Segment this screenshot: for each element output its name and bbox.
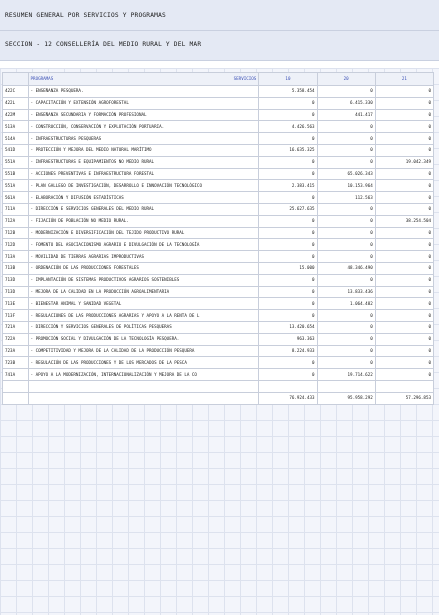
row-description: - MOVILIDAD DE TIERRAS AGRARIAS IMPRODUCTIVAS [28, 251, 259, 263]
row-value-20: 0 [317, 121, 375, 133]
row-value-10: 0 [259, 156, 317, 168]
table-row [3, 286, 434, 298]
row-code: 551A [3, 156, 29, 168]
row-description: - ENSEÑANZA PESQUERA. [28, 86, 259, 98]
row-value-20: 19.714.622 [317, 369, 375, 381]
row-value-10: 15.000 [259, 262, 317, 274]
row-description: - PROTECCIÓN Y MEJORA DEL MEDIO NATURAL MARÍTIMO [28, 144, 259, 156]
row-value-20: 13.833.436 [317, 286, 375, 298]
row-value-21: 0 [375, 310, 433, 322]
row-description: - ENSEÑANZA SECUNDARIA Y FORMACIÓN PROFESIONAL [28, 109, 259, 121]
row-value-20: 0 [317, 321, 375, 333]
row-value-21: 0 [375, 357, 433, 369]
row-code: 422C [3, 86, 29, 98]
row-value-10: 8.224.933 [259, 345, 317, 357]
row-value-21: 0 [375, 97, 433, 109]
row-value-10: 0 [259, 310, 317, 322]
row-value-10: 0 [259, 215, 317, 227]
table-row [3, 121, 434, 133]
row-description: - ELABORACIÓN Y DIFUSIÓN ESTADÍSTICAS [28, 192, 259, 204]
row-description: - COMPETITIVIDAD Y MEJORA DE LA CALIDAD DE LA PRODUCCIÓN PESQUERA [28, 345, 259, 357]
table-row [3, 357, 434, 369]
row-value-10: 0 [259, 168, 317, 180]
row-value-21: 19.042.349 [375, 156, 433, 168]
row-code: 711A [3, 203, 29, 215]
total-col-20: 95.958.292 [317, 392, 375, 404]
table-row [3, 156, 434, 168]
table-row [3, 274, 434, 286]
row-value-10: 0 [259, 97, 317, 109]
row-code: 561A [3, 192, 29, 204]
row-code: 422M [3, 109, 29, 121]
row-value-21: 0 [375, 298, 433, 310]
table-row [3, 180, 434, 192]
row-description: - ORDENACIÓN DE LAS PRODUCCIONES FORESTALES [28, 262, 259, 274]
table-row [3, 310, 434, 322]
row-value-21: 0 [375, 109, 433, 121]
row-value-21: 0 [375, 369, 433, 381]
row-value-20: 0 [317, 345, 375, 357]
row-value-21: 0 [375, 133, 433, 145]
header-servicios: SERVICIOS [233, 76, 257, 81]
table-row [3, 345, 434, 357]
header-code-blank [3, 73, 29, 86]
row-description: - APOYO A LA MODERNIZACIÓN, INTERNACIONALIZACIÓN Y MEJORA DE LA CO [28, 369, 259, 381]
table-row [3, 144, 434, 156]
row-value-21: 0 [375, 321, 433, 333]
row-code: 723A [3, 345, 29, 357]
table-row [3, 203, 434, 215]
row-value-10: 5.358.454 [259, 86, 317, 98]
table-row [3, 321, 434, 333]
table-row [3, 262, 434, 274]
row-code: 551A [3, 180, 29, 192]
total-col-10: 76.924.433 [259, 392, 317, 404]
header-col-20: 20 [317, 73, 375, 86]
row-code: 514A [3, 133, 29, 145]
row-value-20: 10.153.964 [317, 180, 375, 192]
row-value-20: 6.415.330 [317, 97, 375, 109]
blank-row [3, 380, 434, 392]
row-value-20: 441.417 [317, 109, 375, 121]
table-row [3, 109, 434, 121]
row-code: 712D [3, 239, 29, 251]
row-value-21: 0 [375, 227, 433, 239]
row-code: 713E [3, 298, 29, 310]
report-header [0, 0, 439, 61]
row-code: 422L [3, 97, 29, 109]
row-description: - REGULACIÓN DE LAS PRODUCCIONES Y DE LOS MERCADOS DE LA PESCA [28, 357, 259, 369]
row-code: 712B [3, 227, 29, 239]
row-value-20: 0 [317, 86, 375, 98]
row-description: - FOMENTO DEL ASOCIACIONISMO AGRARIO E DIVULGACIÓN DE LA TECNOLOGÍA [28, 239, 259, 251]
row-value-10: 0 [259, 274, 317, 286]
row-value-20: 0 [317, 239, 375, 251]
totals-row [3, 392, 434, 404]
row-value-10: 0 [259, 227, 317, 239]
row-value-10: 0 [259, 251, 317, 263]
row-code: 712A [3, 215, 29, 227]
row-description: - DIRECCIÓN Y SERVICIOS GENERALES DE POLÍTICAS PESQUERAS [28, 321, 259, 333]
row-code: 713D [3, 286, 29, 298]
row-value-20: 0 [317, 156, 375, 168]
row-value-21: 0 [375, 262, 433, 274]
row-description: - REGULACIONES DE LAS PRODUCCIONES AGRARIAS Y APOYO A LA RENTA DE L [28, 310, 259, 322]
row-value-20: 0 [317, 133, 375, 145]
header-col-10: 10 [259, 73, 317, 86]
row-value-20: 0 [317, 357, 375, 369]
row-code: 741A [3, 369, 29, 381]
table-row [3, 298, 434, 310]
header-programas-servicios [28, 73, 259, 86]
row-value-10: 0 [259, 369, 317, 381]
row-value-20: 0 [317, 227, 375, 239]
totals-code [3, 392, 29, 404]
row-code: 723B [3, 357, 29, 369]
row-code: 721A [3, 321, 29, 333]
row-value-10: 0 [259, 239, 317, 251]
total-col-21: 57.296.853 [375, 392, 433, 404]
row-value-21: 0 [375, 180, 433, 192]
summary-table [2, 72, 434, 405]
report-title: RESUMEN GENERAL POR SERVICIOS Y PROGRAMAS [5, 12, 166, 19]
table-row [3, 215, 434, 227]
table-row [3, 168, 434, 180]
row-value-20: 0 [317, 310, 375, 322]
table-row [3, 133, 434, 145]
row-description: - CAPACITACIÓN Y EXTENSIÓN AGROFORESTAL [28, 97, 259, 109]
row-value-20: 0 [317, 274, 375, 286]
row-value-21: 0 [375, 121, 433, 133]
row-value-20: 0 [317, 215, 375, 227]
row-value-10: 963.363 [259, 333, 317, 345]
row-value-21: 0 [375, 274, 433, 286]
row-value-21: 0 [375, 345, 433, 357]
table-row [3, 192, 434, 204]
row-value-20: 48.346.490 [317, 262, 375, 274]
row-value-21: 0 [375, 333, 433, 345]
row-code: 713F [3, 310, 29, 322]
table-body [3, 86, 434, 381]
table-row [3, 227, 434, 239]
row-value-10: 2.383.415 [259, 180, 317, 192]
row-value-21: 38.254.504 [375, 215, 433, 227]
row-description: - PROMOCIÓN SOCIAL Y DIVULGACIÓN DE LA TECNOLOGÍA PESQUERA. [28, 333, 259, 345]
row-value-20: 0 [317, 333, 375, 345]
row-value-21: 0 [375, 286, 433, 298]
table-row [3, 333, 434, 345]
row-value-10: 13.420.654 [259, 321, 317, 333]
row-value-10: 0 [259, 298, 317, 310]
totals-label [28, 392, 259, 404]
row-value-21: 0 [375, 144, 433, 156]
row-description: - MEJORA DE LA CALIDAD EN LA PRODUCCIÓN AGROALIMENTARIA [28, 286, 259, 298]
table-header-row [3, 73, 434, 86]
row-value-20: 112.563 [317, 192, 375, 204]
row-value-20: 1.064.482 [317, 298, 375, 310]
row-value-10: 0 [259, 192, 317, 204]
row-value-10: 0 [259, 133, 317, 145]
row-code: 713B [3, 262, 29, 274]
row-value-21: 0 [375, 251, 433, 263]
row-value-10: 4.426.563 [259, 121, 317, 133]
row-value-20: 0 [317, 251, 375, 263]
row-description: - ACCIONES PREVENTIVAS E INFRAESTRUCTURA FORESTAL [28, 168, 259, 180]
row-code: 513A [3, 121, 29, 133]
row-value-10: 0 [259, 357, 317, 369]
row-value-20: 65.026.343 [317, 168, 375, 180]
row-description: - BIENESTAR ANIMAL Y SANIDAD VEGETAL [28, 298, 259, 310]
row-value-20: 0 [317, 203, 375, 215]
row-value-10: 0 [259, 109, 317, 121]
row-description: - IMPLANTACIÓN DE SISTEMAS PRODUCTIVOS AGRARIOS SOSTENIBLES [28, 274, 259, 286]
section-title: SECCION - 12 CONSELLERÍA DEL MEDIO RURAL Y DEL MAR [5, 41, 202, 48]
row-code: 541D [3, 144, 29, 156]
table-row [3, 239, 434, 251]
row-description: - PLAN GALLEGO DE INVESTIGACIÓN, DESARROLLO E INNOVACIÓN TECNOLÓGICO [28, 180, 259, 192]
row-value-21: 0 [375, 86, 433, 98]
table-row [3, 86, 434, 98]
row-value-21: 0 [375, 192, 433, 204]
row-description: - CONSTRUCCIÓN, CONSERVACIÓN Y EXPLOTACIÓN PORTUARIA. [28, 121, 259, 133]
row-code: 551B [3, 168, 29, 180]
row-code: 713D [3, 274, 29, 286]
row-description: - INFRAESTRUCTURAS E EQUIPAMIENTOS NO MEDIO RURAL [28, 156, 259, 168]
row-value-21: 0 [375, 203, 433, 215]
row-value-20: 0 [317, 144, 375, 156]
row-value-10: 0 [259, 286, 317, 298]
table-row [3, 369, 434, 381]
row-value-10: 25.627.635 [259, 203, 317, 215]
header-col-21: 21 [375, 73, 433, 86]
header-divider [0, 30, 439, 31]
table-row [3, 97, 434, 109]
row-description: - DIRECCIÓN E SERVICIOS GENERALES DEL MEDIO RURAL [28, 203, 259, 215]
table-row [3, 251, 434, 263]
header-programas: PROGRAMAS [30, 76, 54, 81]
row-value-21: 0 [375, 239, 433, 251]
row-code: 722A [3, 333, 29, 345]
row-value-10: 16.635.325 [259, 144, 317, 156]
row-description: - INFRAESTRUCTURAS PESQUERAS [28, 133, 259, 145]
row-value-21: 0 [375, 168, 433, 180]
row-code: 713A [3, 251, 29, 263]
row-description: - FIJACIÓN DE POBLACIÓN NO MEDIO RURAL. [28, 215, 259, 227]
row-description: - MODERNIZACIÓN E DIVERSIFICACIÓN DEL TEJIDO PRODUCTIVO RURAL [28, 227, 259, 239]
